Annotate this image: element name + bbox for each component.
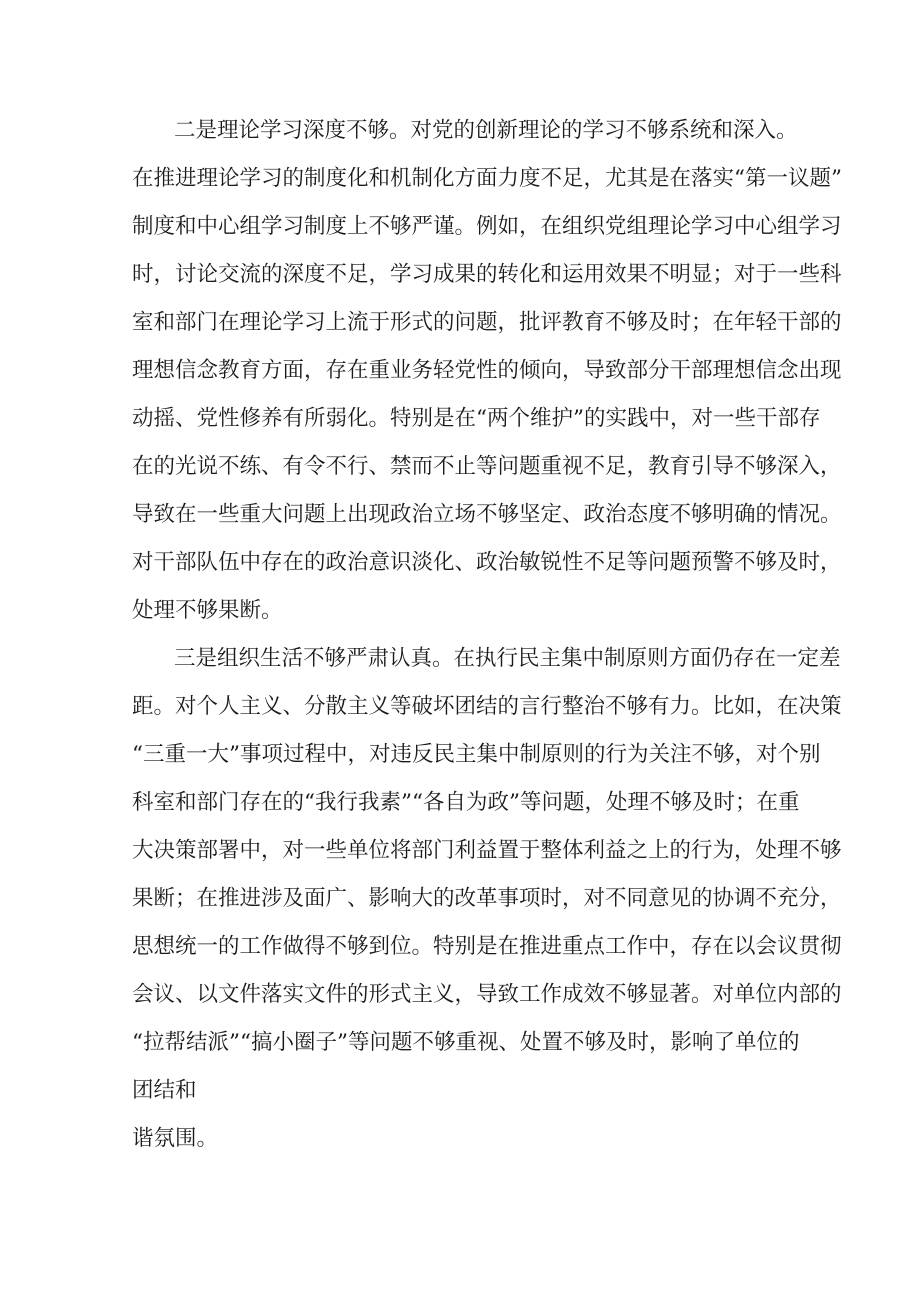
paragraph-1-line-3: 制度和中心组学习制度上不够严谨。例如，在组织党组理论学习中心组学习 <box>132 214 842 239</box>
paragraph-2-line-2: 距。对个人主义、分散主义等破坏团结的言行整治不够有力。比如，在决策 <box>132 694 842 719</box>
paragraph-1-line-9: 导致在一些重大问题上出现政治立场不够坚定、政治态度不够明确的情况。 <box>132 502 842 527</box>
paragraph-1-line-2: 在推进理论学习的制度化和机制化方面力度不足，尤其是在落实“第一议题” <box>132 166 842 191</box>
paragraph-2-line-11: 谐氛围。 <box>132 1126 219 1151</box>
paragraph-1-line-8: 在的光说不练、有令不行、禁而不止等问题重视不足，教育引导不够深入， <box>132 454 842 479</box>
paragraph-1-line-4: 时，讨论交流的深度不足，学习成果的转化和运用效果不明显；对于一些科 <box>132 262 842 287</box>
paragraph-2-line-4: 科室和部门存在的“我行我素”“各自为政”等问题，处理不够及时；在重 <box>132 790 800 815</box>
paragraph-2-line-7: 思想统一的工作做得不够到位。特别是在推进重点工作中，存在以会议贯彻 <box>132 934 842 959</box>
paragraph-1-line-10: 对干部队伍中存在的政治意识淡化、政治敏锐性不足等问题预警不够及时， <box>132 550 842 575</box>
paragraph-1-line-11: 处理不够果断。 <box>132 598 283 623</box>
paragraph-2-line-3: “三重一大”事项过程中，对违反民主集中制原则的行为关注不够，对个别 <box>132 742 821 767</box>
paragraph-1-line-7: 动摇、党性修养有所弱化。特别是在“两个维护”的实践中，对一些干部存 <box>132 406 821 431</box>
paragraph-1-line-5: 室和部门在理论学习上流于形式的问题，批评教育不够及时；在年轻干部的 <box>132 310 842 335</box>
paragraph-2-line-5: 大决策部署中，对一些单位将部门利益置于整体利益之上的行为，处理不够 <box>132 838 842 863</box>
paragraph-2-line-10: 团结和 <box>132 1078 197 1103</box>
paragraph-2-line-1: 三是组织生活不够严肃认真。在执行民主集中制原则方面仍存在一定差 <box>174 646 841 671</box>
paragraph-1-line-1: 二是理论学习深度不够。对党的创新理论的学习不够系统和深入。 <box>174 118 798 143</box>
paragraph-1-line-6: 理想信念教育方面，存在重业务轻党性的倾向，导致部分干部理想信念出现 <box>132 358 842 383</box>
paragraph-2-line-8: 会议、以文件落实文件的形式主义，导致工作成效不够显著。对单位内部的 <box>132 982 842 1007</box>
paragraph-2-line-9: “拉帮结派”“搞小圈子”等问题不够重视、处置不够及时，影响了单位的 <box>132 1030 800 1055</box>
paragraph-2-line-6: 果断；在推进涉及面广、影响大的改革事项时，对不同意见的协调不充分， <box>132 886 842 911</box>
